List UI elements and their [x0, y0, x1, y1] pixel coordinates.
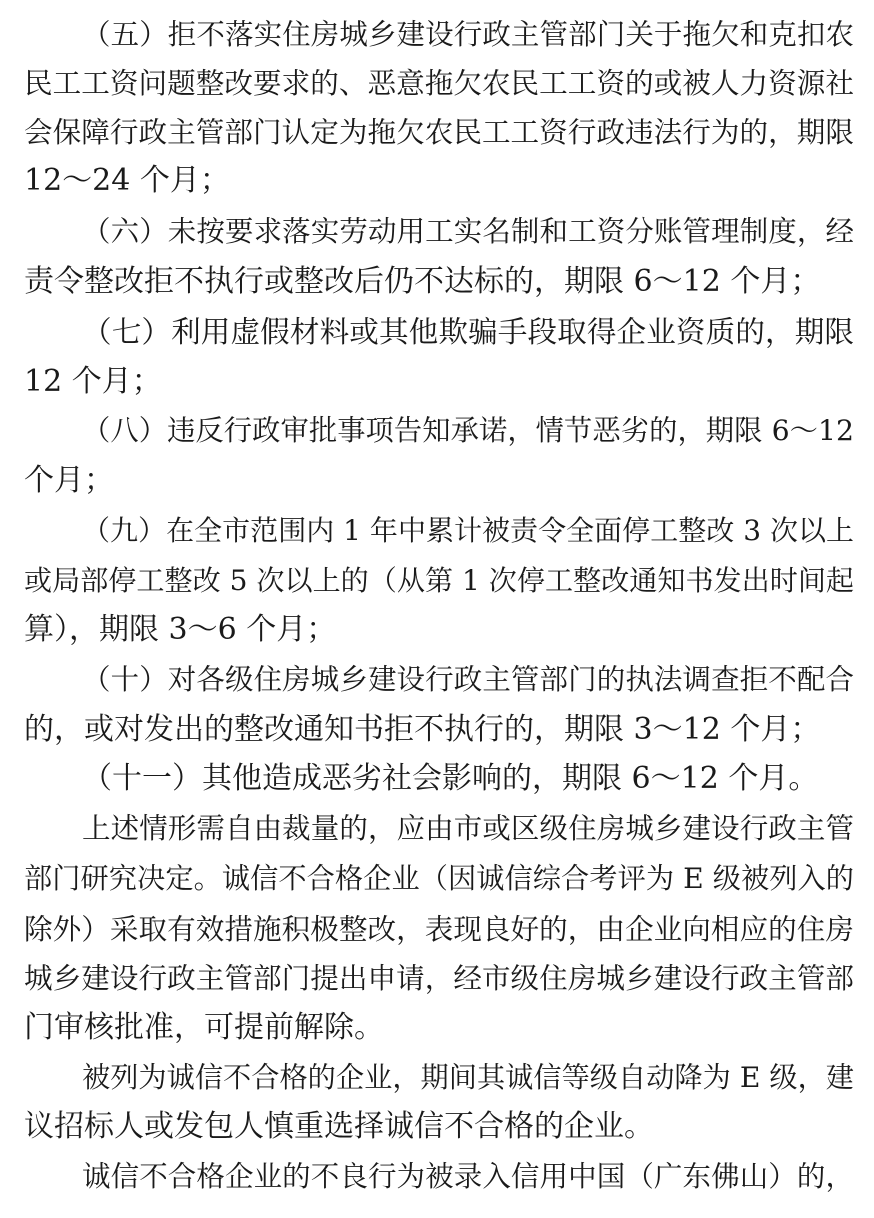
text-line: 门审核批准，可提前解除。	[24, 1010, 384, 1045]
text-line: 议招标人或发包人慎重选择诚信不合格的企业。	[24, 1109, 654, 1144]
text-line: （十）对各级住房城乡建设行政主管部门的执法调查拒不配合	[82, 663, 854, 696]
text-line: 责令整改拒不执行或整改后仍不达标的，期限 6～12 个月；	[24, 264, 821, 299]
text-line: 算），期限 3～6 个月；	[24, 612, 337, 647]
text-line: （九）在全市范围内 1 年中累计被责令全面停工整改 3 次以上	[82, 514, 854, 547]
text-line: 12 个月；	[24, 364, 162, 399]
text-line: 被列为诚信不合格的企业，期间其诚信等级自动降为 E 级，建	[82, 1061, 854, 1094]
text-line: 12～24 个月；	[24, 163, 230, 198]
text-line: （七）利用虚假材料或其他欺骗手段取得企业资质的，期限	[82, 315, 854, 349]
text-line: 部门研究决定。诚信不合格企业（因诚信综合考评为 E 级被列入的	[24, 862, 854, 895]
text-line: 会保障行政主管部门认定为拖欠农民工工资行政违法行为的，期限	[24, 115, 854, 149]
text-line: 或局部停工整改 5 次以上的（从第 1 次停工整改通知书发出时间起	[24, 564, 855, 597]
text-line: （六）未按要求落实劳动用工实名制和工资分账管理制度，经	[82, 215, 854, 248]
text-line: 个月；	[24, 463, 114, 498]
text-line: 民工工资问题整改要求的、恶意拖欠农民工工资的或被人力资源社	[24, 66, 854, 100]
text-line: 诚信不合格企业的不良行为被录入信用中国（广东佛山）的，	[82, 1160, 854, 1193]
text-line: 除外）采取有效措施积极整改，表现良好的，由企业向相应的住房	[24, 912, 854, 946]
text-line: （八）违反行政审批事项告知承诺，情节恶劣的，期限 6～12	[82, 414, 854, 447]
text-line: （五）拒不落实住房城乡建设行政主管部门关于拖欠和克扣农	[82, 18, 854, 51]
text-line: （十一）其他造成恶劣社会影响的，期限 6～12 个月。	[82, 761, 819, 796]
text-line: 上述情形需自由裁量的，应由市或区级住房城乡建设行政主管	[82, 812, 854, 845]
text-line: 城乡建设行政主管部门提出申请，经市级住房城乡建设行政主管部	[24, 961, 854, 995]
text-line: 的，或对发出的整改通知书拒不执行的，期限 3～12 个月；	[24, 712, 821, 747]
